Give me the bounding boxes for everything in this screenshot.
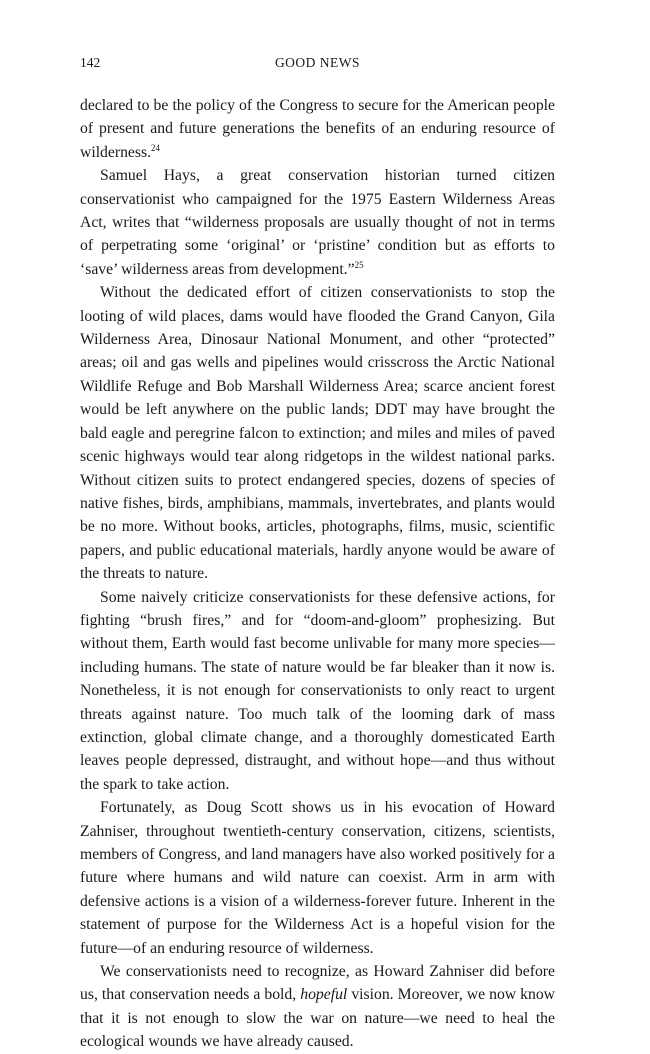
- emphasis-hopeful: hopeful: [300, 986, 348, 1004]
- running-head: GOOD NEWS: [274, 55, 361, 70]
- page-header: [80, 54, 555, 72]
- footnote-ref-24: 24: [151, 142, 161, 153]
- footnote-ref-25: 25: [354, 259, 364, 270]
- paragraph-3: Without the dedicated effort of citizen conservationists to stop the looting of wild places, dams would have flooded the Grand Canyon, Gila Wilderness Area, Dinosaur National Monument, and other “protected” areas; oil and gas wells and pipelines would crisscross the Arctic National Wildlife Refuge and Bob Marshall Wilderness Area; scarce ancient forest would be left anywhere on the public lands; DDT may have brought the bald eagle and peregrine falcon to extinction; and miles and miles of paved scenic highways would tear along ridgetops in the wildest national parks. Without citizen suits to protect endangered species, dozens of species of native fishes, birds, amphibians, mammals, invertebrates, and plants would be no more. Without books, articles, photographs, films, music, scientific papers, and public educational materials, hardly anyone would be aware of the threats to nature.: [80, 284, 555, 583]
- paragraph-6: [80, 960, 555, 1054]
- paragraph-1: [80, 94, 555, 164]
- paragraph-2: [80, 164, 555, 281]
- page-number: 142: [80, 55, 101, 70]
- paragraph-5: Fortunately, as Doug Scott shows us in his evocation of Howard Zahniser, throughout twentieth-century conservation, citizens, scientists, members of Congress, and land managers have also worked positively for a future where humans and wild nature can coexist. Arm in arm with defensive actions is a vision of a wilderness-forever future. Inherent in the statement of purpose for the Wilderness Act is a hopeful vision for the future—of an enduring resource of wilderness.: [80, 799, 555, 957]
- paragraph-6-after: vision. Moreover, we now know that it is not enough to slow the war on nature—we need to heal the ecological wounds we have already caused.: [80, 986, 556, 1051]
- paragraph-2-text: Samuel Hays, a great conservation historian turned citizen conservationist who campaigned for the 1975 Eastern Wilderness Areas Act, writes that “wilderness proposals are usually thought of not in terms of perpetrating some ‘original’ or ‘pristine’ condition but as efforts to ‘save’ wilderness areas from development.”: [80, 167, 555, 278]
- body-text: [80, 94, 555, 1054]
- paragraph-4: Some naively criticize conservationists for these defensive actions, for fighting “brush fires,” and for “doom-and-gloom” prophesizing. But without them, Earth would fast become unlivable for many more species—including humans. The state of nature would be far bleaker than it now is. Nonetheless, it is not enough for conservationists to only react to urgent threats against nature. Too much talk of the looming dark of mass extinction, global climate change, and a thoroughly domesticated Earth leaves people depressed, distraught, and without hope—and thus without the spark to take action.: [80, 588, 555, 793]
- paragraph-1-text: declared to be the policy of the Congress to secure for the American people of present and future generations the benefits of an enduring resource of wilderness.: [80, 97, 555, 161]
- paragraph-6-before: We conservationists need to recognize, as Howard Zahniser did before us, that conservation needs a bold,: [80, 963, 555, 1004]
